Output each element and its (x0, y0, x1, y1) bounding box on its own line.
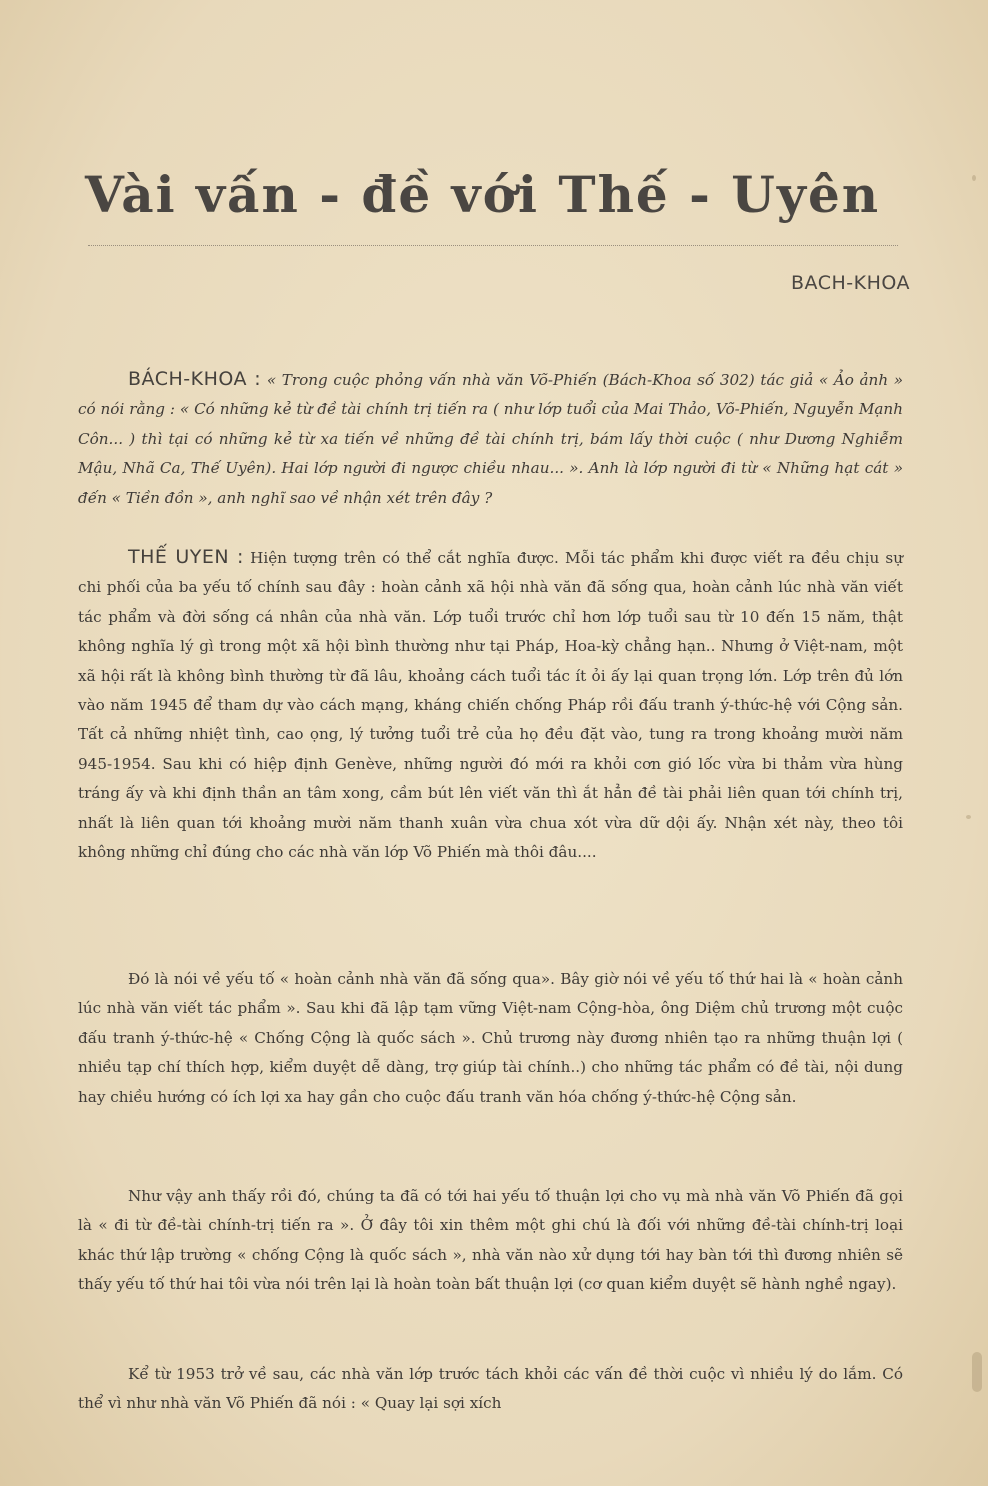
answer-text-4: Kể từ 1953 trở về sau, các nhà văn lớp trước tách khỏi các vấn đề thời cuộc vì nhiều lý do lắm. Có thể vì như nhà văn Võ Phiến đã nói : « Quay lại sợi xích (78, 1365, 903, 1413)
question-text: « Trong cuộc phỏng vấn nhà văn Võ-Phiến (Bách-Khoa số 302) tác giả « Ảo ảnh » có nói rằng : « Có những kẻ từ đề tài chính trị tiến ra ( như lớp tuổi của Mai Thảo, Võ-Phiến, Nguyễn Mạnh Côn... ) thì tại có những kẻ từ xa tiến về những đề tài chính trị, bám lấy thời cuộc ( như Dương Nghiễm Mậu, Nhã Ca, Thế Uyên). Hai lớp người đi ngược chiều nhau... ». Anh là lớp người đi từ « Những hạt cát » đến « Tiền đồn », anh nghĩ sao về nhận xét trên đây ? (78, 371, 903, 507)
answer-paragraph-3 (78, 1182, 903, 1300)
answer-text-1: Hiện tượng trên có thể cắt nghĩa được. Mỗi tác phẩm khi được viết ra đều chịu sự chi phối của ba yếu tố chính sau đây : hoàn cảnh xã hội nhà văn đã sống qua, hoàn cảnh lúc nhà văn viết tác phẩm và đời sống cá nhân của nhà văn. Lớp tuổi trước chỉ hơn lớp tuổi sau từ 10 đến 15 năm, thật không nghĩa lý gì trong một xã hội bình thường như tại Pháp, Hoa-kỳ chẳng hạn.. Nhưng ở Việt-nam, một xã hội rất là không bình thường từ đã lâu, khoảng cách tuổi tác ít ỏi ấy lại quan trọng lớn. Lớp trên đủ lớn vào năm 1945 để tham dự vào cách mạng, kháng chiến chống Pháp rồi đấu tranh ý-thức-hệ với Cộng sản. Tất cả những nhiệt tình, cao ọng, lý tưởng tuổi trẻ của họ đều đặt vào, tung ra trong khoảng mười năm 945-1954. Sau khi có hiệp định Genève, những người đó mới ra khỏi cơn gió lốc vừa bi thảm vừa hùng tráng ấy và khi định thần an tâm xong, cầm bút lên viết văn thì ắt hẳn đề tài phải liên quan tới chính trị, nhất là liên quan tới khoảng mười năm thanh xuân vừa chua xót vừa dữ dội ấy. Nhận xét này, theo tôi không những chỉ đúng cho các nhà văn lớp Võ Phiến mà thôi đâu.... (78, 549, 904, 862)
answer-paragraph-1 (78, 543, 903, 867)
paper-stain (972, 1352, 982, 1392)
question-paragraph (78, 365, 903, 513)
paper-stain (966, 815, 971, 819)
speaker-label-bach-khoa: BÁCH-KHOA : (128, 368, 262, 390)
answer-text-2: Đó là nói về yếu tố « hoàn cảnh nhà văn đã sống qua». Bây giờ nói về yếu tố thứ hai là « hoàn cảnh lúc nhà văn viết tác phẩm ». Sau khi đã lập tạm vững Việt-nam Cộng-hòa, ông Diệm chủ trương một cuộc đấu tranh ý-thức-hệ « Chống Cộng là quốc sách ». Chủ trương này đương nhiên tạo ra những thuận lợi ( nhiều tạp chí thích hợp, kiểm duyệt dễ dàng, trợ giúp tài chính..) cho những tác phẩm có đề tài, nội dung hay chiều hướng có ích lợi xa hay gần cho cuộc đấu tranh văn hóa chống ý-thức-hệ Cộng sản. (78, 970, 903, 1106)
paper-stain (972, 175, 976, 181)
article-title: Vài vấn - đề với Thế - Uyên (85, 165, 881, 224)
answer-text-3: Như vậy anh thấy rồi đó, chúng ta đã có tới hai yếu tố thuận lợi cho vụ mà nhà văn Võ Phiến đã gọi là « đi từ đề-tài chính-trị tiến ra ». Ở đây tôi xin thêm một ghi chú là đối với những đề-tài chính-trị loại khác thứ lập trường « chống Cộng là quốc sách », nhà văn nào xử dụng tới hay bàn tới thì đương nhiên sẽ thấy yếu tố thứ hai tôi vừa nói trên lại là hoàn toàn bất thuận lợi (cơ quan kiểm duyệt sẽ hành nghề ngay). (78, 1187, 903, 1294)
title-divider (88, 245, 898, 246)
article-byline: BACH-KHOA (791, 272, 910, 294)
answer-paragraph-2 (78, 965, 903, 1112)
speaker-label-the-uyen: THẾ UYEN : (128, 546, 244, 568)
answer-paragraph-4 (78, 1360, 903, 1419)
